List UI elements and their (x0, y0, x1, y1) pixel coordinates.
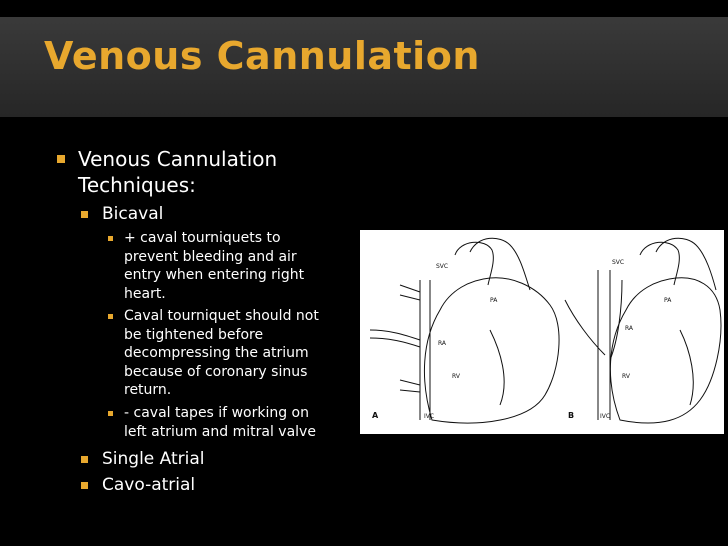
bullet-text: Cavo-atrial (102, 475, 196, 495)
heart-diagram-svg (360, 230, 724, 434)
bullet-marker (81, 482, 88, 489)
label-ra-b: RA (625, 325, 634, 332)
bullet-text: heart. (124, 285, 166, 302)
bullet-text: Techniques: (78, 173, 196, 197)
bullet-marker (108, 314, 113, 319)
label-ivc-a: IVC (424, 413, 435, 420)
slide-title: Venous Cannulation (44, 34, 480, 78)
bullet-marker (108, 236, 113, 241)
bullet-text: Venous Cannulation (78, 147, 278, 171)
label-panel-b: B (568, 411, 575, 420)
bullet-text: + caval tourniquets to (124, 230, 281, 246)
bullet-text: return. (124, 382, 172, 398)
bullet-text: Single Atrial (102, 449, 205, 469)
label-pa-b: PA (664, 297, 672, 304)
bullet-text: left atrium and mitral valve (124, 423, 316, 440)
label-panel-a: A (372, 411, 379, 420)
label-ivc-b: IVC (600, 413, 611, 420)
bullet-text: - caval tapes if working on (124, 405, 309, 421)
label-rv-b: RV (622, 373, 630, 380)
label-svc-b: SVC (612, 259, 625, 266)
bullet-text: because of coronary sinus (124, 363, 308, 380)
label-svc-a: SVC (436, 263, 449, 270)
bullet-text: Caval tourniquet should not (124, 308, 319, 324)
bullet-marker (108, 411, 113, 416)
bullet-marker (57, 155, 65, 163)
bullet-marker (81, 211, 88, 218)
heart-cannulation-diagram (360, 230, 724, 434)
label-ra-a: RA (438, 340, 447, 347)
bullet-marker (81, 456, 88, 463)
bullet-text: decompressing the atrium (124, 345, 309, 361)
bullet-text: entry when entering right (124, 267, 305, 283)
label-rv-a: RV (452, 373, 460, 380)
bullet-text: Bicaval (102, 204, 164, 224)
pa-a (470, 238, 530, 290)
label-pa-a: PA (490, 297, 498, 304)
bullet-text: prevent bleeding and air (124, 248, 297, 265)
bullet-text: be tightened before (124, 326, 264, 343)
